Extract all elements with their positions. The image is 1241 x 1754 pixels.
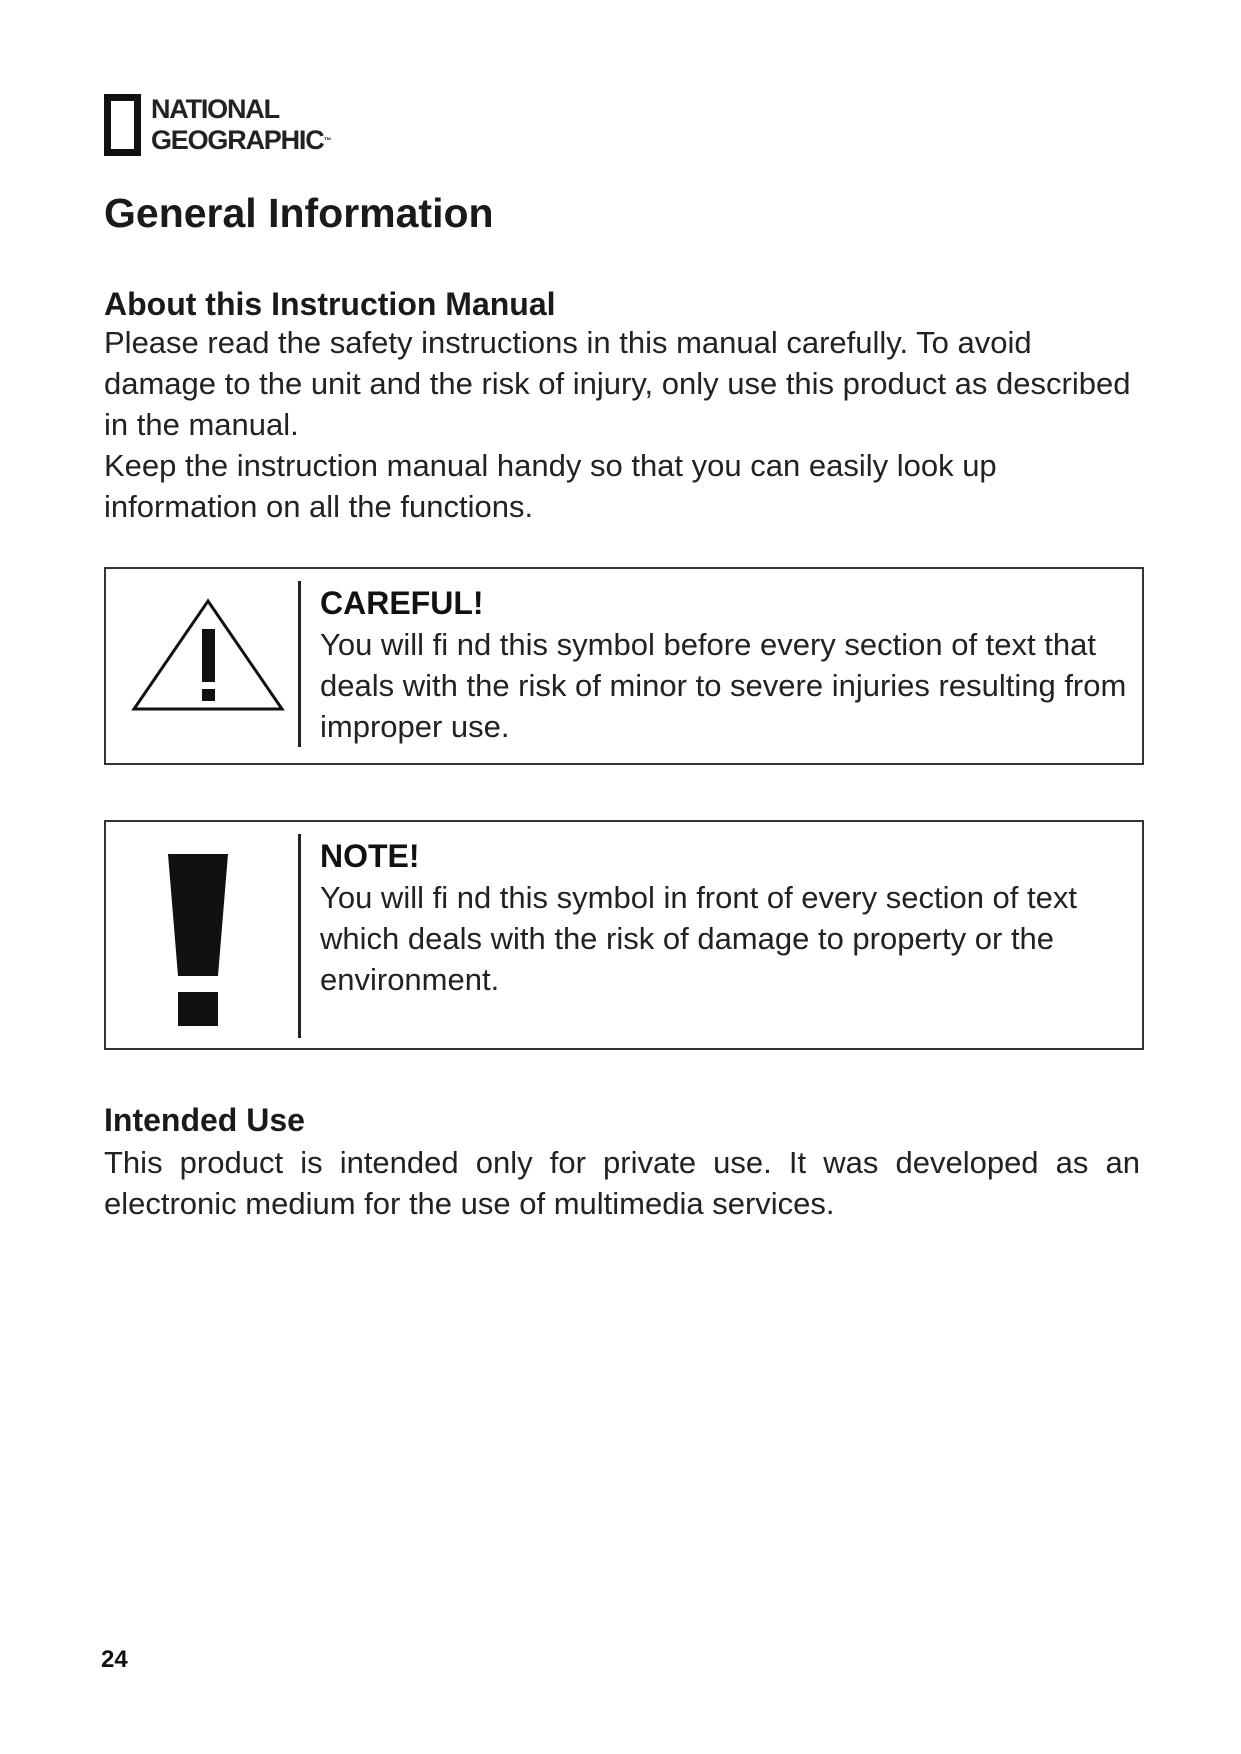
notice-divider	[298, 581, 301, 747]
logo-wordmark	[151, 94, 332, 156]
about-paragraph-1: Please read the safety instructions in this manual carefully. To avoid damage to the unit and the risk of injury, only use this product as described in the manual.	[104, 325, 1131, 442]
yellow-border-icon	[104, 94, 141, 156]
intended-use-heading: Intended Use	[104, 1102, 305, 1138]
about-text	[104, 322, 1140, 527]
logo-line-1: NATIONAL	[151, 94, 279, 124]
national-geographic-logo	[104, 94, 332, 156]
notice-divider	[298, 834, 301, 1038]
note-heading: NOTE!	[320, 838, 420, 874]
careful-heading: CAREFUL!	[320, 585, 484, 621]
note-notice-box	[104, 820, 1144, 1050]
page-title: General Information	[104, 190, 494, 236]
careful-text: You will fi nd this symbol before every section of text that deals with the risk of minor to severe injuries resulting from improper use.	[320, 627, 1127, 744]
note-text: You will fi nd this symbol in front of every section of text which deals with the risk of damage to property or the environment.	[320, 880, 1077, 997]
intended-use-text: This product is intended only for private use. It was developed as an electronic medium for the use of multimedia services.	[104, 1145, 1140, 1221]
exclamation-icon	[106, 822, 298, 1048]
logo-line-2: GEOGRAPHIC	[151, 125, 324, 155]
about-paragraph-2: Keep the instruction manual handy so that you can easily look up information on all the functions.	[104, 448, 997, 524]
trademark-symbol: ™	[323, 136, 332, 145]
careful-notice-box	[104, 567, 1144, 765]
warning-triangle-icon	[106, 569, 298, 763]
page-number: 24	[101, 1646, 128, 1673]
about-heading: About this Instruction Manual	[104, 286, 556, 322]
